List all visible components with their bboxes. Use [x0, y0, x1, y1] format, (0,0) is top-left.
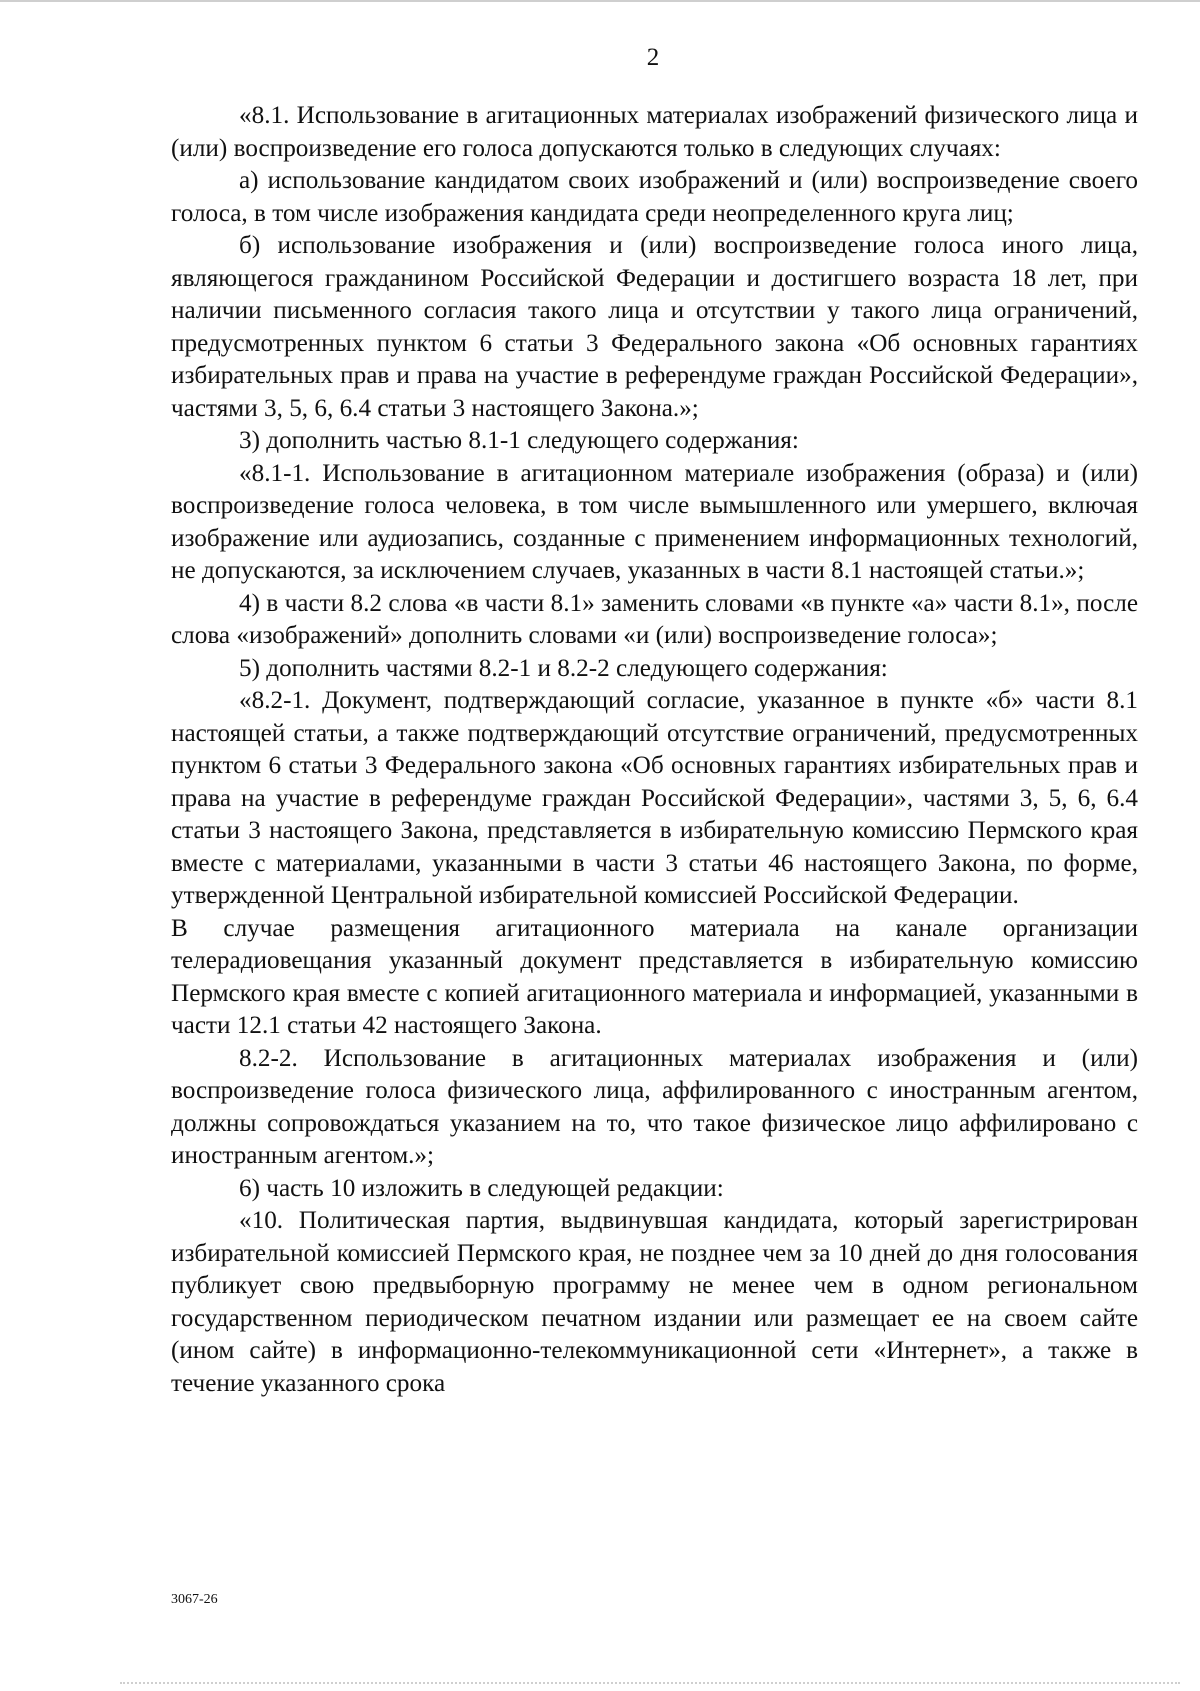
paragraph-item-4: 4) в части 8.2 слова «в части 8.1» заменить словами «в пункте «а» части 8.1», после слова «изображений» дополнить словами «и (или) воспроизведение голоса»; — [171, 589, 1138, 649]
paragraph-8-1: «8.1. Использование в агитационных материалах изображений физического лица и (или) воспроизведение его голоса допускаются только в следующих случаях: — [171, 102, 1138, 162]
paragraph-10: «10. Политическая партия, выдвинувшая кандидата, который зарегистрирован избирательной комиссией Пермского края, не позднее чем за 10 дней до дня голосования публикует свою предвыборную программу не менее чем в одном региональном государственном периодическом печатном издании или размещает ее на своем сайте (ином сайте) в информационно-телекоммуникационной сети «Интернет», а также в течение указанного срока — [171, 1207, 1138, 1397]
paragraph-8-2-2: 8.2-2. Использование в агитационных материалах изображения и (или) воспроизведение голоса физического лица, аффилированного с иностранным агентом, должны сопровождаться указанием на то, что такое физическое лицо аффилировано с иностранным агентом.»; — [171, 1044, 1138, 1169]
paragraph-8-1-a: а) использование кандидатом своих изображений и (или) воспроизведение своего голоса, в том числе изображения кандидата среди неопределенного круга лиц; — [171, 167, 1138, 227]
paragraph-8-1-1: «8.1-1. Использование в агитационном материале изображения (образа) и (или) воспроизведение голоса человека, в том числе вымышленного или умершего, включая изображение или аудиозапись, созданные с применением информационных технологий, не допускаются, за исключением случаев, указанных в части 8.1 настоящей статьи.»; — [171, 459, 1138, 584]
document-body — [171, 100, 1138, 1400]
paragraph-item-5: 5) дополнить частями 8.2-1 и 8.2-2 следующего содержания: — [239, 654, 888, 682]
paragraph-8-2-1: «8.2-1. Документ, подтверждающий согласие, указанное в пункте «б» части 8.1 настоящей статьи, а также подтверждающий отсутствие ограничений, предусмотренных пунктом 6 статьи 3 Федерального закона «Об основных гарантиях избирательных прав и права на участие в референдуме граждан Российской Федерации», частями 3, 5, 6, 6.4 статьи 3 настоящего Закона, представляется в избирательную комиссию Пермского края вместе с материалами, указанными в части 3 статьи 46 настоящего Закона, по форме, утвержденной Центральной избирательной комиссией Российской Федерации. — [171, 687, 1138, 909]
paragraph-item-3: 3) дополнить частью 8.1-1 следующего содержания: — [239, 427, 799, 454]
page-number: 2 — [646, 44, 660, 71]
document-code: 3067-26 — [171, 1592, 218, 1607]
scan-edge-top — [0, 0, 1200, 2]
scan-edge-bottom — [120, 1682, 1180, 1684]
paragraph-item-6: 6) часть 10 изложить в следующей редакции: — [239, 1174, 724, 1202]
paragraph-8-1-b: б) использование изображения и (или) воспроизведение голоса иного лица, являющегося гражданином Российской Федерации и достигшего возраста 18 лет, при наличии письменного согласия такого лица и отсутствии у такого лица ограничений, предусмотренных пунктом 6 статьи 3 Федерального закона «Об основных гарантиях избирательных прав и права на участие в референдуме граждан Российской Федерации», частями 3, 5, 6, 6.4 статьи 3 настоящего Закона.»; — [171, 232, 1138, 422]
paragraph-8-2-1-continued: В случае размещения агитационного материала на канале организации телерадиовещания указанный документ представляется в избирательную комиссию Пермского края вместе с копией агитационного материала и информацией, указанными в части 12.1 статьи 42 настоящего Закона. — [171, 914, 1138, 1039]
